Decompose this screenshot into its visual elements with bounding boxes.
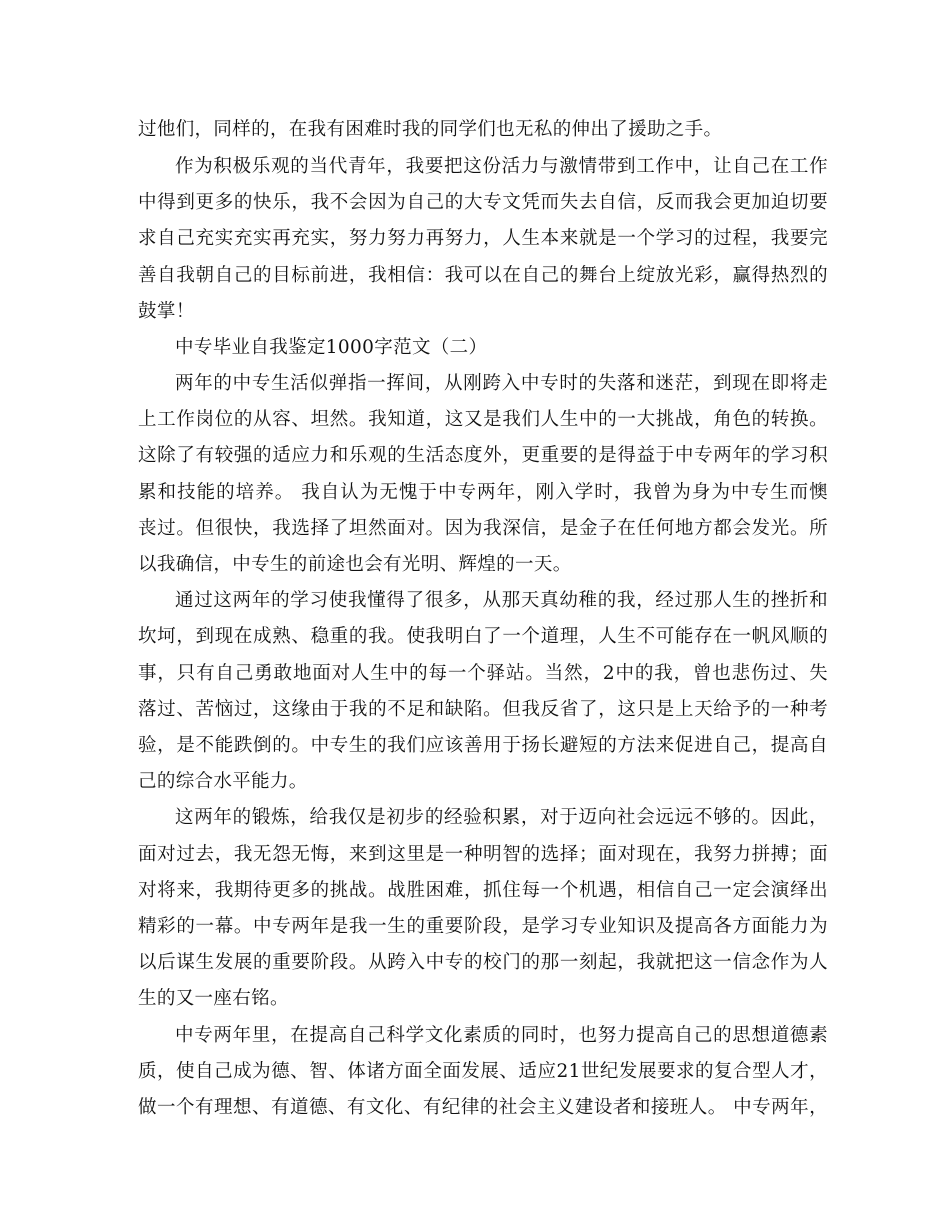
text-line: 生的又一座右铭。	[138, 988, 289, 1009]
paragraph-first-line: 通过这两年的学习使我懂得了很多，从那天真幼稚的我，经过那人生的挫折和	[175, 590, 828, 611]
text-line: 善自我朝自己的目标前进，我相信：我可以在自己的舞台上绽放光彩，赢得热烈的	[138, 265, 828, 286]
text-line: 精彩的一幕。中专两年是我一生的重要阶段，是学习专业知识及提高各方面能力为	[138, 916, 828, 937]
paragraph-first-line: 作为积极乐观的当代青年，我要把这份活力与激情带到工作中，让自己在工作	[175, 156, 828, 177]
text-line: 面对过去，我无怨无悔，来到这里是一种明智的选择；面对现在，我努力拼搏；面	[138, 844, 828, 865]
text-line: 丧过。但很快，我选择了坦然面对。因为我深信，是金子在任何地方都会发光。所	[138, 518, 828, 539]
text-line: 做一个有理想、有道德、有文化、有纪律的社会主义建设者和接班人。 中专两年，	[138, 1097, 828, 1118]
text-line: 上工作岗位的从容、坦然。我知道，这又是我们人生中的一大挑战，角色的转换。	[138, 409, 828, 430]
text-line: 验，是不能跌倒的。中专生的我们应该善用于扬长避短的方法来促进自己，提高自	[138, 735, 828, 756]
text-line: 落过、苦恼过，这缘由于我的不足和缺陷。但我反省了，这只是上天给予的一种考	[138, 699, 828, 720]
text-line: 这除了有较强的适应力和乐观的生活态度外，更重要的是得益于中专两年的学习积	[138, 445, 828, 466]
paragraph-first-line: 这两年的锻炼，给我仅是初步的经验积累，对于迈向社会远远不够的。因此，	[175, 807, 828, 828]
paragraph-first-line: 中专两年里，在提高自己科学文化素质的同时，也努力提高自己的思想道德素	[175, 1025, 828, 1046]
section-heading: 中专毕业自我鉴定1000字范文（二）	[175, 337, 488, 358]
text-line: 质，使自己成为德、智、体诸方面全面发展、适应21世纪发展要求的复合型人才，	[138, 1061, 828, 1082]
text-line: 累和技能的培养。 我自认为无愧于中专两年，刚入学时，我曾为身为中专生而懊	[138, 482, 828, 503]
text-line: 事，只有自己勇敢地面对人生中的每一个驿站。当然，2中的我，曾也悲伤过、失	[138, 663, 828, 684]
text-line: 鼓掌！	[138, 301, 195, 322]
text-line: 对将来，我期待更多的挑战。战胜困难，抓住每一个机遇，相信自己一定会演绎出	[138, 880, 828, 901]
text-line: 己的综合水平能力。	[138, 771, 308, 792]
text-line: 求自己充实充实再充实，努力努力再努力，人生本来就是一个学习的过程，我要完	[138, 228, 828, 249]
text-line: 坎坷，到现在成熟、稳重的我。使我明白了一个道理，人生不可能存在一帆风顺的	[138, 626, 828, 647]
text-line: 中得到更多的快乐，我不会因为自己的大专文凭而失去自信，反而我会更加迫切要	[138, 192, 828, 213]
text-line: 过他们，同样的，在我有困难时我的同学们也无私的伸出了援助之手。	[138, 119, 723, 140]
paragraph-first-line: 两年的中专生活似弹指一挥间，从刚跨入中专时的失落和迷茫，到现在即将走	[175, 373, 828, 394]
text-line: 以后谋生发展的重要阶段。从跨入中专的校门的那一刻起，我就把这一信念作为人	[138, 952, 828, 973]
text-line: 以我确信，中专生的前途也会有光明、辉煌的一天。	[138, 554, 572, 575]
